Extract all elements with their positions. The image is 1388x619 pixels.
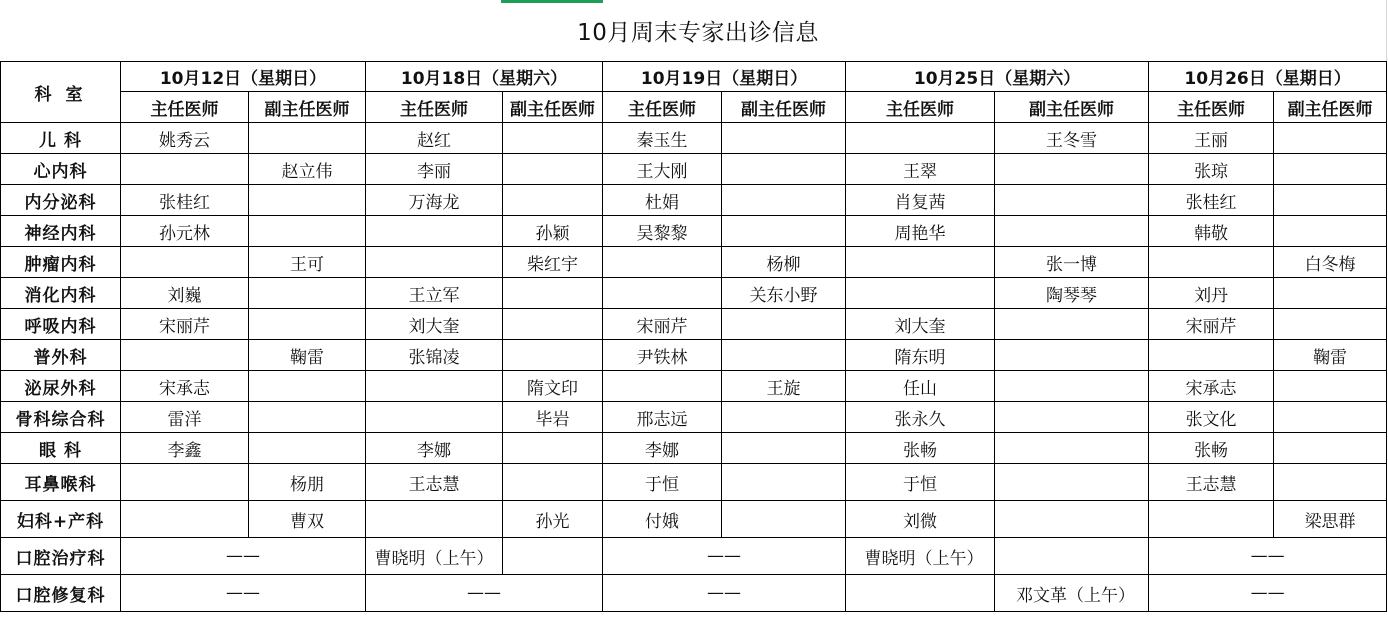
table-row bbox=[1, 247, 1387, 278]
schedule-cell bbox=[249, 402, 366, 433]
table-row bbox=[1, 154, 1387, 185]
schedule-cell bbox=[121, 340, 249, 371]
schedule-cell: 陶琴琴 bbox=[995, 278, 1149, 309]
schedule-cell bbox=[121, 501, 249, 538]
schedule-cell bbox=[1274, 402, 1387, 433]
schedule-cell: 王可 bbox=[249, 247, 366, 278]
schedule-cell bbox=[722, 433, 846, 464]
schedule-cell bbox=[1274, 154, 1387, 185]
schedule-cell: 杨柳 bbox=[722, 247, 846, 278]
schedule-cell: 邢志远 bbox=[603, 402, 722, 433]
schedule-cell: 王翠 bbox=[846, 154, 995, 185]
schedule-cell: 任山 bbox=[846, 371, 995, 402]
schedule-cell bbox=[503, 538, 603, 575]
department-name: 内分泌科 bbox=[1, 185, 121, 216]
schedule-cell bbox=[121, 464, 249, 501]
schedule-cell: 万海龙 bbox=[366, 185, 503, 216]
schedule-cell: 邓文革（上午） bbox=[995, 575, 1149, 612]
schedule-cell bbox=[995, 340, 1149, 371]
schedule-cell bbox=[722, 402, 846, 433]
schedule-cell: 李鑫 bbox=[121, 433, 249, 464]
schedule-cell: 宋承志 bbox=[121, 371, 249, 402]
date-header: 10月12日（星期日） bbox=[121, 62, 366, 92]
date-header: 10月26日（星期日） bbox=[1149, 62, 1387, 92]
role-header-chief: 主任医师 bbox=[846, 92, 995, 123]
table-row bbox=[1, 464, 1387, 501]
schedule-cell bbox=[1274, 278, 1387, 309]
schedule-cell: 姚秀云 bbox=[121, 123, 249, 154]
department-name: 眼 科 bbox=[1, 433, 121, 464]
schedule-cell bbox=[366, 371, 503, 402]
schedule-cell: 李娜 bbox=[603, 433, 722, 464]
schedule-cell: 张锦凌 bbox=[366, 340, 503, 371]
schedule-cell: 杜娟 bbox=[603, 185, 722, 216]
schedule-cell: 付娥 bbox=[603, 501, 722, 538]
role-header-chief: 主任医师 bbox=[366, 92, 503, 123]
table-row bbox=[1, 538, 1387, 575]
schedule-cell: 曹晓明（上午） bbox=[846, 538, 995, 575]
schedule-cell: 柴红宇 bbox=[503, 247, 603, 278]
schedule-cell bbox=[995, 371, 1149, 402]
schedule-cell: 毕岩 bbox=[503, 402, 603, 433]
schedule-cell: 张琼 bbox=[1149, 154, 1274, 185]
role-header-deputy: 副主任医师 bbox=[503, 92, 603, 123]
schedule-cell bbox=[366, 247, 503, 278]
department-rows bbox=[1, 123, 1387, 538]
schedule-cell: 雷洋 bbox=[121, 402, 249, 433]
schedule-cell bbox=[603, 371, 722, 402]
schedule-cell bbox=[995, 538, 1149, 575]
schedule-cell bbox=[722, 464, 846, 501]
schedule-cell: 于恒 bbox=[603, 464, 722, 501]
schedule-cell: 张畅 bbox=[846, 433, 995, 464]
schedule-cell bbox=[603, 278, 722, 309]
table-row bbox=[1, 185, 1387, 216]
department-name: 骨科综合科 bbox=[1, 402, 121, 433]
title-row bbox=[0, 0, 1387, 61]
department-name: 口腔修复科 bbox=[1, 575, 121, 612]
schedule-cell: 隋文印 bbox=[503, 371, 603, 402]
schedule-cell bbox=[503, 340, 603, 371]
schedule-cell bbox=[1274, 216, 1387, 247]
schedule-cell bbox=[1274, 123, 1387, 154]
schedule-cell: 秦玉生 bbox=[603, 123, 722, 154]
schedule-cell bbox=[503, 154, 603, 185]
role-header-deputy: 副主任医师 bbox=[722, 92, 846, 123]
role-header-chief: 主任医师 bbox=[1149, 92, 1274, 123]
schedule-cell bbox=[249, 309, 366, 340]
schedule-cell: 刘丹 bbox=[1149, 278, 1274, 309]
schedule-cell bbox=[995, 501, 1149, 538]
schedule-cell bbox=[366, 501, 503, 538]
schedule-cell bbox=[121, 154, 249, 185]
schedule-cell bbox=[603, 247, 722, 278]
schedule-cell: 隋东明 bbox=[846, 340, 995, 371]
schedule-cell bbox=[249, 185, 366, 216]
schedule-cell bbox=[249, 123, 366, 154]
schedule-cell: 杨朋 bbox=[249, 464, 366, 501]
schedule-cell: 张畅 bbox=[1149, 433, 1274, 464]
schedule-cell bbox=[846, 575, 995, 612]
schedule-cell-dash: —— bbox=[1149, 575, 1387, 612]
department-name: 消化内科 bbox=[1, 278, 121, 309]
department-name: 呼吸内科 bbox=[1, 309, 121, 340]
schedule-cell bbox=[366, 402, 503, 433]
schedule-cell bbox=[995, 433, 1149, 464]
role-header-chief: 主任医师 bbox=[121, 92, 249, 123]
schedule-cell: 张桂红 bbox=[1149, 185, 1274, 216]
role-header-deputy: 副主任医师 bbox=[1274, 92, 1387, 123]
table-row bbox=[1, 371, 1387, 402]
schedule-cell: 王冬雪 bbox=[995, 123, 1149, 154]
department-name: 肿瘤内科 bbox=[1, 247, 121, 278]
schedule-cell bbox=[995, 185, 1149, 216]
schedule-cell bbox=[503, 433, 603, 464]
schedule-cell bbox=[995, 216, 1149, 247]
department-name: 耳鼻喉科 bbox=[1, 464, 121, 501]
schedule-cell bbox=[503, 309, 603, 340]
schedule-cell: 宋承志 bbox=[1149, 371, 1274, 402]
schedule-cell: 赵红 bbox=[366, 123, 503, 154]
schedule-cell bbox=[249, 216, 366, 247]
role-header-row bbox=[1, 92, 1387, 123]
schedule-cell: 张一博 bbox=[995, 247, 1149, 278]
role-header-deputy: 副主任医师 bbox=[249, 92, 366, 123]
department-name: 神经内科 bbox=[1, 216, 121, 247]
schedule-cell bbox=[366, 216, 503, 247]
schedule-cell: 宋丽芹 bbox=[121, 309, 249, 340]
schedule-cell bbox=[1149, 340, 1274, 371]
date-header: 10月18日（星期六） bbox=[366, 62, 603, 92]
schedule-cell: 鞠雷 bbox=[1274, 340, 1387, 371]
table-row bbox=[1, 216, 1387, 247]
schedule-cell: 梁思群 bbox=[1274, 501, 1387, 538]
date-header-row bbox=[1, 62, 1387, 92]
schedule-cell bbox=[722, 340, 846, 371]
schedule-cell: 刘微 bbox=[846, 501, 995, 538]
schedule-cell bbox=[995, 309, 1149, 340]
oral-rows bbox=[1, 538, 1387, 612]
schedule-table bbox=[0, 61, 1387, 612]
schedule-cell bbox=[722, 309, 846, 340]
date-header: 10月25日（星期六） bbox=[846, 62, 1149, 92]
date-header: 10月19日（星期日） bbox=[603, 62, 846, 92]
schedule-cell: 刘巍 bbox=[121, 278, 249, 309]
schedule-cell: 曹晓明（上午） bbox=[366, 538, 503, 575]
schedule-cell bbox=[722, 501, 846, 538]
department-name: 泌尿外科 bbox=[1, 371, 121, 402]
schedule-cell: 肖复茜 bbox=[846, 185, 995, 216]
schedule-cell: 王丽 bbox=[1149, 123, 1274, 154]
page-title: 10月周末专家出诊信息 bbox=[577, 20, 819, 46]
schedule-cell bbox=[1149, 501, 1274, 538]
department-name: 心内科 bbox=[1, 154, 121, 185]
schedule-cell: 宋丽芹 bbox=[1149, 309, 1274, 340]
schedule-cell: 王志慧 bbox=[366, 464, 503, 501]
department-name: 普外科 bbox=[1, 340, 121, 371]
schedule-cell: 刘大奎 bbox=[846, 309, 995, 340]
schedule-cell: 王立军 bbox=[366, 278, 503, 309]
schedule-cell: 张文化 bbox=[1149, 402, 1274, 433]
schedule-cell bbox=[846, 123, 995, 154]
schedule-cell bbox=[1149, 247, 1274, 278]
schedule-cell: 于恒 bbox=[846, 464, 995, 501]
schedule-cell: 刘大奎 bbox=[366, 309, 503, 340]
schedule-cell: 白冬梅 bbox=[1274, 247, 1387, 278]
schedule-cell bbox=[503, 185, 603, 216]
schedule-cell: 宋丽芹 bbox=[603, 309, 722, 340]
schedule-cell: 鞠雷 bbox=[249, 340, 366, 371]
table-row bbox=[1, 278, 1387, 309]
schedule-cell: 韩敬 bbox=[1149, 216, 1274, 247]
schedule-cell: 关东小野 bbox=[722, 278, 846, 309]
department-name: 妇科+产科 bbox=[1, 501, 121, 538]
schedule-cell-dash: —— bbox=[121, 538, 366, 575]
table-row bbox=[1, 433, 1387, 464]
schedule-cell bbox=[249, 433, 366, 464]
schedule-cell: 王旋 bbox=[722, 371, 846, 402]
table-row bbox=[1, 309, 1387, 340]
schedule-cell: 周艳华 bbox=[846, 216, 995, 247]
schedule-cell bbox=[503, 464, 603, 501]
schedule-cell bbox=[1274, 433, 1387, 464]
schedule-cell bbox=[846, 247, 995, 278]
schedule-cell bbox=[249, 278, 366, 309]
schedule-cell bbox=[503, 123, 603, 154]
schedule-cell: 孙颖 bbox=[503, 216, 603, 247]
schedule-cell: 王大刚 bbox=[603, 154, 722, 185]
table-row bbox=[1, 501, 1387, 538]
schedule-cell bbox=[722, 154, 846, 185]
schedule-cell: 张桂红 bbox=[121, 185, 249, 216]
schedule-cell-dash: —— bbox=[1149, 538, 1387, 575]
schedule-cell bbox=[1274, 309, 1387, 340]
schedule-cell-dash: —— bbox=[366, 575, 603, 612]
schedule-cell: 尹铁林 bbox=[603, 340, 722, 371]
department-header: 科 室 bbox=[1, 62, 121, 123]
schedule-cell bbox=[249, 371, 366, 402]
role-header-chief: 主任医师 bbox=[603, 92, 722, 123]
table-row bbox=[1, 340, 1387, 371]
schedule-cell bbox=[722, 216, 846, 247]
schedule-cell-dash: —— bbox=[603, 538, 846, 575]
schedule-cell: 赵立伟 bbox=[249, 154, 366, 185]
schedule-cell: 张永久 bbox=[846, 402, 995, 433]
table-row bbox=[1, 402, 1387, 433]
schedule-cell bbox=[995, 402, 1149, 433]
schedule-cell bbox=[1274, 464, 1387, 501]
schedule-cell bbox=[995, 154, 1149, 185]
schedule-cell: 李娜 bbox=[366, 433, 503, 464]
schedule-cell: 王志慧 bbox=[1149, 464, 1274, 501]
schedule-cell bbox=[1274, 371, 1387, 402]
table-row bbox=[1, 575, 1387, 612]
schedule-cell-dash: —— bbox=[121, 575, 366, 612]
department-name: 儿 科 bbox=[1, 123, 121, 154]
schedule-cell bbox=[121, 247, 249, 278]
schedule-cell bbox=[503, 278, 603, 309]
schedule-cell-dash: —— bbox=[603, 575, 846, 612]
schedule-cell bbox=[722, 123, 846, 154]
department-name: 口腔治疗科 bbox=[1, 538, 121, 575]
role-header-deputy: 副主任医师 bbox=[995, 92, 1149, 123]
schedule-cell: 孙光 bbox=[503, 501, 603, 538]
schedule-cell: 李丽 bbox=[366, 154, 503, 185]
schedule-cell bbox=[722, 185, 846, 216]
schedule-cell bbox=[995, 464, 1149, 501]
schedule-cell: 吴黎黎 bbox=[603, 216, 722, 247]
schedule-cell: 曹双 bbox=[249, 501, 366, 538]
schedule-cell bbox=[1274, 185, 1387, 216]
schedule-cell: 孙元林 bbox=[121, 216, 249, 247]
table-row bbox=[1, 123, 1387, 154]
schedule-cell bbox=[846, 278, 995, 309]
